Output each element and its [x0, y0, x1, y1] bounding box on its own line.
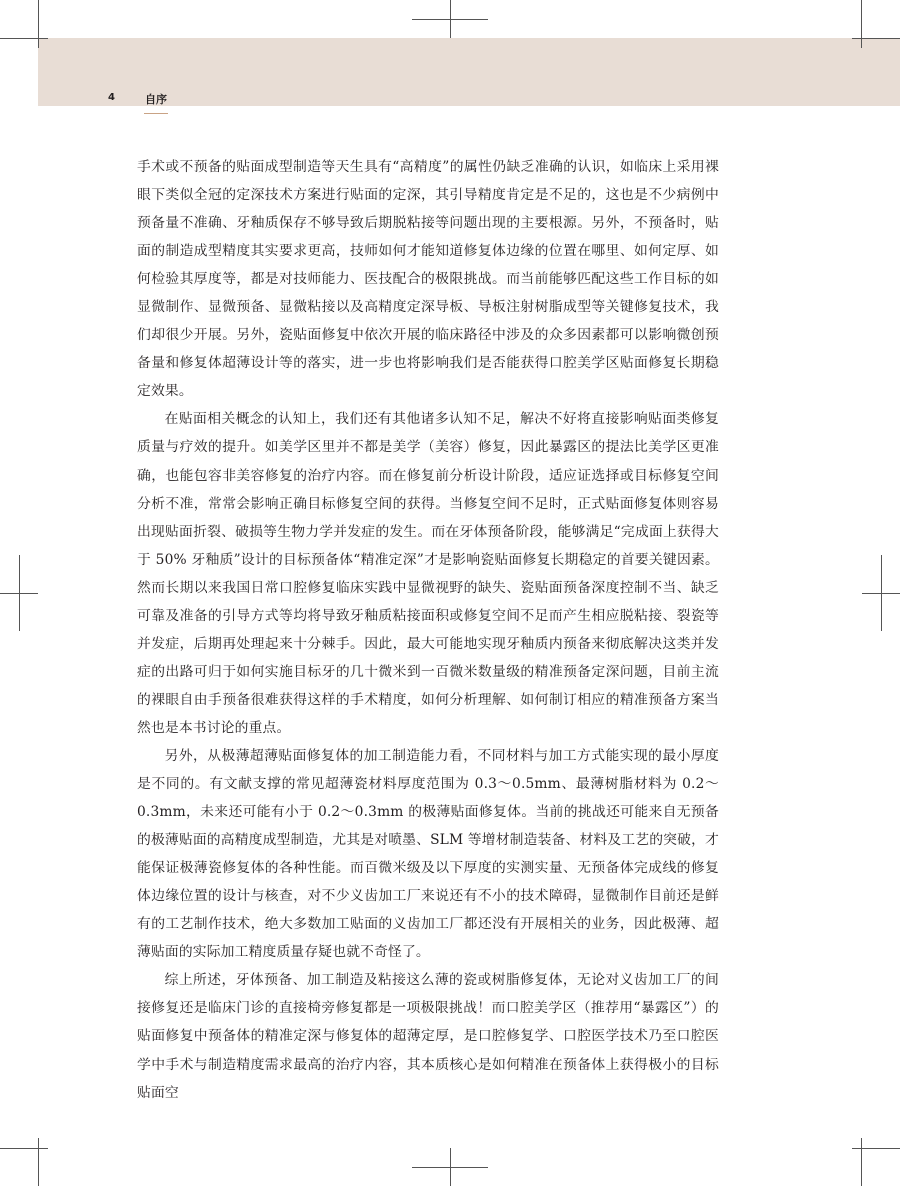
crop-mark	[861, 0, 862, 48]
crop-mark	[881, 555, 882, 631]
crop-mark	[852, 38, 900, 39]
page-number: 4	[108, 92, 115, 103]
paragraph: 另外，从极薄超薄贴面修复体的加工制造能力看，不同材料与加工方式能实现的最小厚度是不同的。有文献支撑的常见超薄瓷材料厚度范围为 0.3～0.5mm、最薄树脂材料为 0.2～0.3mm，未来还可能有小于 0.2～0.3mm 的极薄贴面修复体。当前的挑战还可能来自无预备的极薄贴面的高精度成型制造，尤其是对喷墨、SLM 等增材制造装备、材料及工艺的突破，才能保证极薄瓷修复体的各种性能。而百微米级及以下厚度的实测实量、无预备体完成线的修复体边缘位置的设计与核查，对不少义齿加工厂来说还有不小的技术障碍，显微制作目前还是鲜有的工艺制作技术，绝大多数加工贴面的义齿加工厂都还没有开展相关的业务，因此极薄、超薄贴面的实际加工精度质量存疑也就不奇怪了。	[137, 747, 719, 961]
crop-mark	[38, 1138, 39, 1186]
paragraph: 综上所述，牙体预备、加工制造及粘接这么薄的瓷或树脂修复体，无论对义齿加工厂的间接修复还是临床门诊的直接椅旁修复都是一项极限挑战！而口腔美学区（推荐用“暴露区”）的贴面修复中预备体的精准定深与修复体的超薄定厚，是口腔修复学、口腔医学技术乃至口腔医学中手术与制造精度需求最高的治疗内容，其本质核心是如何精准在预备体上获得极小的目标贴面空	[137, 972, 719, 1101]
crop-mark	[0, 38, 48, 39]
crop-mark	[412, 1167, 488, 1168]
crop-mark	[0, 1148, 48, 1149]
running-title: 自序	[145, 93, 167, 106]
body-text	[137, 153, 719, 1107]
header-band	[38, 38, 900, 106]
header-rule	[144, 113, 168, 114]
paragraph: 手术或不预备的贴面成型制造等天生具有“高精度”的属性仍缺乏准确的认识，如临床上采用裸眼下类似全冠的定深技术方案进行贴面的定深，其引导精度肯定是不足的，这也是不少病例中预备量不准确、牙釉质保存不够导致后期脱粘接等问题出现的主要根源。另外，不预备时，贴面的制造成型精度其实要求更高，技师如何才能知道修复体边缘的位置在哪里、如何定厚、如何检验其厚度等，都是对技师能力、医技配合的极限挑战。而当前能够匹配这些工作目标的如显微制作、显微预备、显微粘接以及高精度定深导板、导板注射树脂成型等关键修复技术，我们却很少开展。另外，瓷贴面修复中依次开展的临床路径中涉及的众多因素都可以影响微创预备量和修复体超薄设计等的落实，进一步也将影响我们是否能获得口腔美学区贴面修复长期稳定效果。	[137, 159, 719, 400]
crop-mark	[19, 555, 20, 631]
crop-mark	[852, 1148, 900, 1149]
crop-mark	[861, 1138, 862, 1186]
crop-mark	[38, 0, 39, 48]
paragraph: 在贴面相关概念的认知上，我们还有其他诸多认知不足，解决不好将直接影响贴面类修复质量与疗效的提升。如美学区里并不都是美学（美容）修复，因此暴露区的提法比美学区更准确，也能包容非美容修复的治疗内容。而在修复前分析设计阶段，适应证选择或目标修复空间分析不准，常常会影响正确目标修复空间的获得。当修复空间不足时，正式贴面修复体则容易出现贴面折裂、破损等生物力学并发症的发生。而在牙体预备阶段，能够满足“完成面上获得大于 50% 牙釉质”设计的目标预备体“精准定深”才是影响瓷贴面修复长期稳定的首要关键因素。然而长期以来我国日常口腔修复临床实践中显微视野的缺失、瓷贴面预备深度控制不当、缺乏可靠及准备的引导方式等均将导致牙釉质粘接面积或修复空间不足而产生相应脱粘接、裂瓷等并发症，后期再处理起来十分棘手。因此，最大可能地实现牙釉质内预备来彻底解决这类并发症的出路可归于如何实施目标牙的几十微米到一百微米数量级的精准预备定深问题，目前主流的裸眼自由手预备很难获得这样的手术精度，如何分析理解、如何制订相应的精准预备方案当然也是本书讨论的重点。	[137, 411, 719, 736]
crop-mark	[412, 19, 488, 20]
